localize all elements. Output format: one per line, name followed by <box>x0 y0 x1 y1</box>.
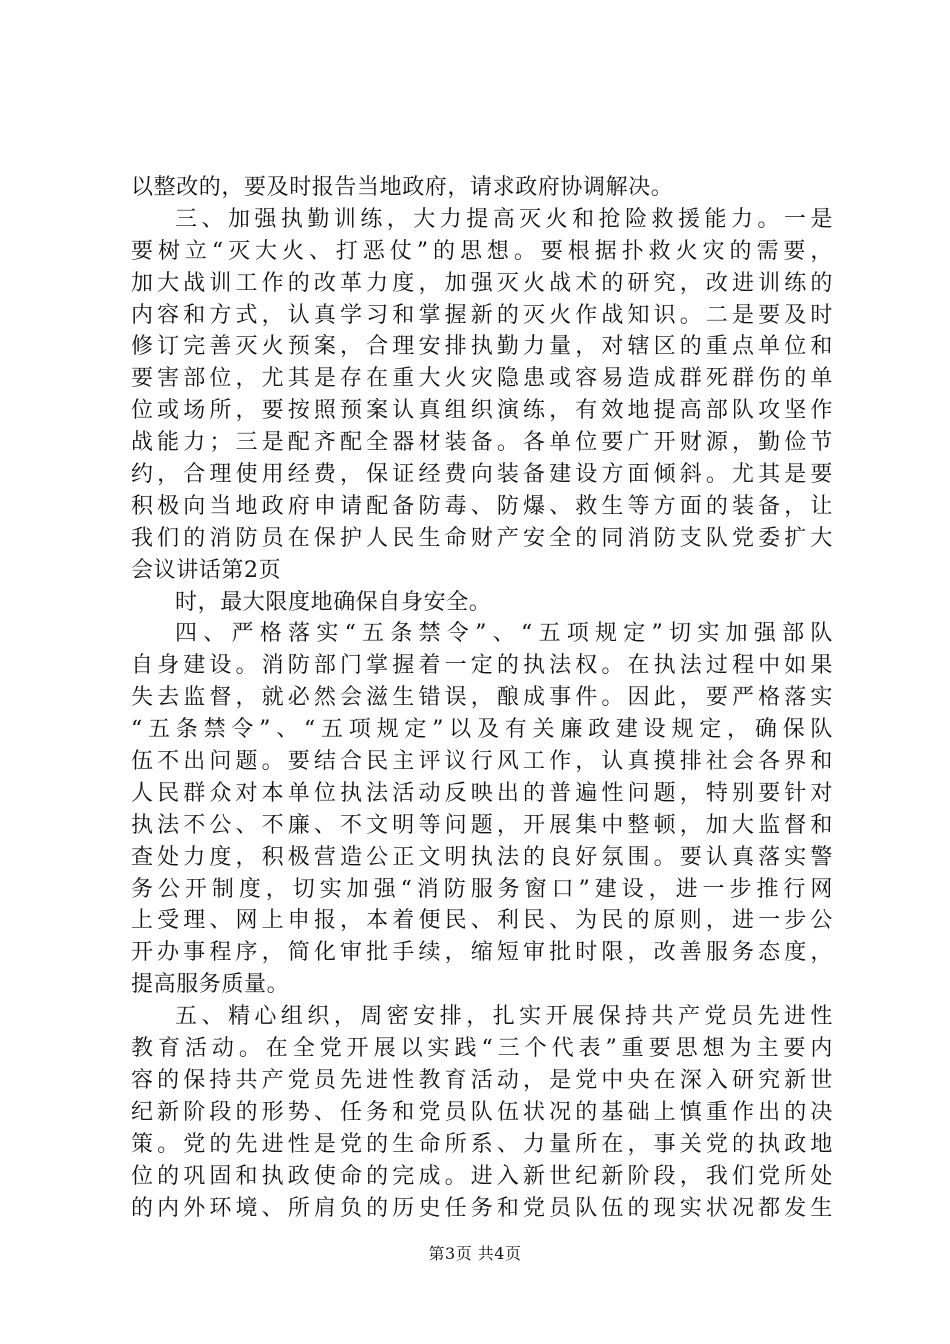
text-line: 四、严格落实“五条禁令”、“五项规定”切实加强部队 <box>175 621 833 647</box>
text-line: 我们的消防员在保护人民生命财产安全的同消防支队党委扩大 <box>131 525 833 551</box>
text-line: 约，合理使用经费，保证经费向装备建设方面倾斜。尤其是要 <box>131 462 833 488</box>
text-line: 位或场所，要按照预案认真组织演练，有效地提高部队攻坚作 <box>131 398 833 424</box>
text-line: 加大战训工作的改革力度，加强灭火战术的研究，改进训练的 <box>131 270 833 296</box>
text-line: 三、加强执勤训练，大力提高灭火和抢险救援能力。一是 <box>175 206 833 232</box>
text-line: 修订完善灭火预案，合理安排执勤力量，对辖区的重点单位和 <box>131 334 833 360</box>
text-line: 以整改的，要及时报告当地政府，请求政府协调解决。 <box>131 175 674 200</box>
text-line: “五条禁令”、“五项规定”以及有关廉政建设规定，确保队 <box>131 717 833 743</box>
text-line: 自身建设。消防部门掌握着一定的执法权。在执法过程中如果 <box>131 653 833 679</box>
text-line: 上受理、网上申报，本着便民、利民、为民的原则，进一步公 <box>131 908 833 934</box>
text-line: 战能力；三是配齐配全器材装备。各单位要广开财源，勤俭节 <box>131 430 833 456</box>
text-line: 教育活动。在全党开展以实践“三个代表”重要思想为主要内 <box>131 1036 833 1062</box>
text-line: 时，最大限度地确保自身安全。 <box>175 589 492 615</box>
text-line: 要树立“灭大火、打恶仗”的思想。要根据扑救火灾的需要， <box>131 238 833 264</box>
text-line: 积极向当地政府申请配备防毒、防爆、救生等方面的装备，让 <box>131 493 833 519</box>
text-line: 的内外环境、所肩负的历史任务和党员队伍的现实状况都发生 <box>131 1195 833 1221</box>
text-line: 内容和方式，认真学习和掌握新的灭火作战知识。二是要及时 <box>131 302 833 328</box>
text-line: 执法不公、不廉、不文明等问题，开展集中整顿，加大监督和 <box>131 812 833 838</box>
text-line: 容的保持共产党员先进性教育活动，是党中央在深入研究新世 <box>131 1067 833 1093</box>
text-line: 要害部位，尤其是存在重大火灾隐患或容易造成群死群伤的单 <box>131 366 833 392</box>
page-footer: 第3页 共4页 <box>428 1244 522 1263</box>
text-line: 会议讲话第2页 <box>131 557 282 583</box>
text-line: 开办事程序，简化审批手续，缩短审批时限，改善服务态度， <box>131 940 833 966</box>
text-line: 策。党的先进性是党的生命所系、力量所在，事关党的执政地 <box>131 1131 833 1157</box>
text-line: 务公开制度，切实加强“消防服务窗口”建设，进一步推行网 <box>131 876 833 902</box>
text-line: 位的巩固和执政使命的完成。进入新世纪新阶段，我们党所处 <box>131 1163 833 1189</box>
text-line: 伍不出问题。要结合民主评议行风工作，认真摸排社会各界和 <box>131 749 833 775</box>
text-line: 失去监督，就必然会滋生错误，酿成事件。因此，要严格落实 <box>131 685 833 711</box>
text-line: 提高服务质量。 <box>131 972 290 998</box>
text-line: 纪新阶段的形势、任务和党员队伍状况的基础上慎重作出的决 <box>131 1099 833 1125</box>
text-line: 查处力度，积极营造公正文明执法的良好氛围。要认真落实警 <box>131 844 833 870</box>
text-line: 人民群众对本单位执法活动反映出的普遍性问题，特别要针对 <box>131 780 833 806</box>
text-line: 五、精心组织，周密安排，扎实开展保持共产党员先进性 <box>175 1004 833 1030</box>
document-body <box>131 172 833 1224</box>
